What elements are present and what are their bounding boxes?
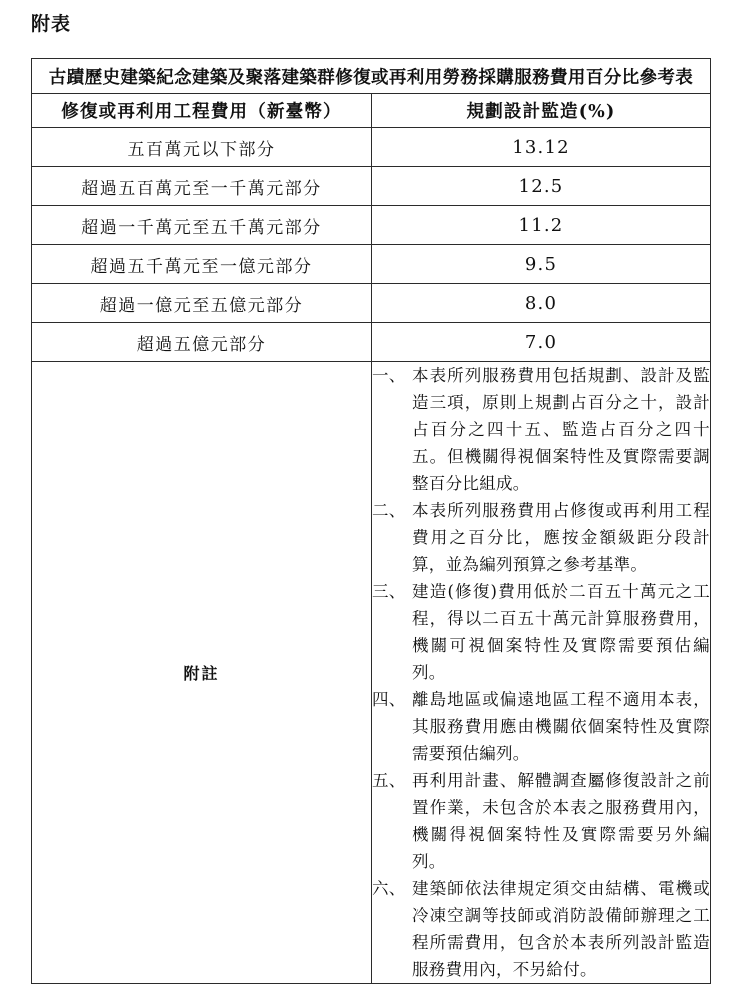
notes-row [32, 362, 711, 984]
cost-bracket-label: 超過一千萬元至五千萬元部分 [32, 206, 372, 245]
note-marker: 五、 [372, 771, 406, 790]
table-header-row [32, 94, 711, 128]
note-text: 離島地區或偏遠地區工程不適用本表，其服務費用應由機關依個案特性及實際需要預估編列。 [412, 690, 710, 763]
percent-value: 11.2 [372, 206, 711, 245]
note-item [372, 578, 710, 686]
fee-reference-table [31, 58, 711, 984]
table-row [32, 323, 711, 362]
table-row [32, 245, 711, 284]
table-row [32, 206, 711, 245]
percent-value: 12.5 [372, 167, 711, 206]
cost-bracket-label: 超過五千萬元至一億元部分 [32, 245, 372, 284]
table-row [32, 128, 711, 167]
cost-bracket-label: 超過五百萬元至一千萬元部分 [32, 167, 372, 206]
notes-label: 附註 [32, 362, 372, 984]
percent-value: 8.0 [372, 284, 711, 323]
note-marker: 二、 [372, 501, 406, 520]
note-text: 建造(修復)費用低於二百五十萬元之工程，得以二百五十萬元計算服務費用，機關可視個案特性及實際需要預估編列。 [412, 582, 710, 682]
note-item [372, 767, 710, 875]
note-text: 本表所列服務費用包括規劃、設計及監造三項，原則上規劃占百分之十，設計占百分之四十五、監造占百分之四十五。但機關得視個案特性及實際需要調整百分比組成。 [412, 366, 710, 493]
page-title: 附表 [31, 13, 72, 35]
cost-bracket-label: 五百萬元以下部分 [32, 128, 372, 167]
percent-value: 13.12 [372, 128, 711, 167]
table-row [32, 284, 711, 323]
percent-value: 7.0 [372, 323, 711, 362]
table-title-row [32, 59, 711, 94]
table-title: 古蹟歷史建築紀念建築及聚落建築群修復或再利用勞務採購服務費用百分比參考表 [32, 59, 711, 94]
column-header-cost: 修復或再利用工程費用（新臺幣） [32, 94, 372, 128]
note-text: 再利用計畫、解體調查屬修復設計之前置作業，未包含於本表之服務費用內，機關得視個案特性及實際需要另外編列。 [412, 771, 710, 871]
note-item [372, 686, 710, 767]
percent-value: 9.5 [372, 245, 711, 284]
table-row [32, 167, 711, 206]
note-text: 建築師依法律規定須交由結構、電機或冷凍空調等技師或消防設備師辦理之工程所需費用，包含於本表所列設計監造服務費用內，不另給付。 [412, 879, 710, 979]
note-marker: 三、 [372, 582, 406, 601]
note-marker: 四、 [372, 690, 406, 709]
note-marker: 一、 [372, 366, 406, 385]
note-item [372, 362, 710, 497]
note-text: 本表所列服務費用占修復或再利用工程費用之百分比，應按金額級距分段計算，並為編列預算之參考基準。 [412, 501, 710, 574]
cost-bracket-label: 超過一億元至五億元部分 [32, 284, 372, 323]
note-item [372, 497, 710, 578]
cost-bracket-label: 超過五億元部分 [32, 323, 372, 362]
notes-body [372, 362, 711, 984]
note-marker: 六、 [372, 879, 406, 898]
column-header-percent: 規劃設計監造(%) [372, 94, 711, 128]
note-item [372, 875, 710, 983]
